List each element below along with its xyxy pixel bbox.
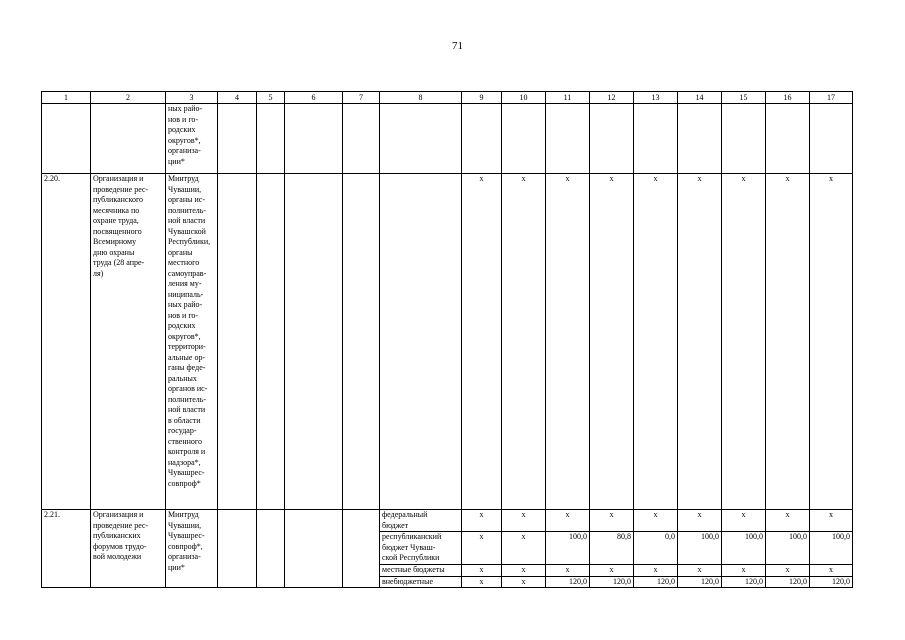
column-header: 10 <box>502 92 546 104</box>
value-cell: х <box>590 174 634 510</box>
program-table <box>41 91 853 588</box>
page-number: 71 <box>452 40 463 52</box>
executors-cell: Минтруд Чувашии, органы ис- полнитель- ной власти Чувашской Республики, органы местного самоуправ- ления му- ниципаль- ных райо- нов и го- родских округов*, территори- альные ор- ганы феде- ральных органов ис- полнитель- ной власти в области государ- ственного контроля и надзора*, Чувашрес- совпроф* <box>168 174 211 488</box>
value-cell: х <box>766 174 810 510</box>
value-cell: 100,0 <box>722 532 766 565</box>
table-row <box>42 174 853 510</box>
column-header: 9 <box>462 92 502 104</box>
column-header: 16 <box>766 92 810 104</box>
value-cell: 0,0 <box>634 532 678 565</box>
value-cell: х <box>810 174 853 510</box>
column-header-row <box>42 92 853 104</box>
column-header: 13 <box>634 92 678 104</box>
value-cell: х <box>590 510 634 532</box>
value-cell: х <box>502 565 546 577</box>
value-cell: 100,0 <box>810 532 853 565</box>
value-cell: х <box>634 174 678 510</box>
funding-source: федеральный бюджет <box>382 510 428 530</box>
value-cell: х <box>590 565 634 577</box>
table-row <box>42 510 853 532</box>
value-cell: х <box>766 565 810 577</box>
continuation-row <box>42 104 853 174</box>
value-cell: х <box>722 510 766 532</box>
value-cell: х <box>678 174 722 510</box>
value-cell: 100,0 <box>766 532 810 565</box>
column-header: 4 <box>218 92 257 104</box>
column-header: 1 <box>42 92 91 104</box>
column-header: 2 <box>91 92 166 104</box>
value-cell: х <box>502 174 546 510</box>
value-cell: х <box>462 174 502 510</box>
value-cell: х <box>810 510 853 532</box>
funding-source: внебюджетные <box>382 576 433 586</box>
executors-cell: ных райо- нов и го- родских округов*, организа- ции* <box>168 104 203 166</box>
column-header: 5 <box>257 92 285 104</box>
value-cell: 120,0 <box>590 576 634 588</box>
funding-source: республиканский бюджет Чуваш- ской Республики <box>382 532 442 562</box>
activity-name: Организация и проведение рес- публиканского месячника по охране труда, посвященного Всемирному дню охраны труда (28 апре- ля) <box>93 174 149 278</box>
funding-source: местные бюджеты <box>382 565 445 574</box>
row-number: 2.20. <box>42 174 91 510</box>
value-cell: 120,0 <box>722 576 766 588</box>
column-header: 17 <box>810 92 853 104</box>
value-cell: 120,0 <box>766 576 810 588</box>
value-cell: х <box>462 576 502 588</box>
value-cell: 80,8 <box>590 532 634 565</box>
value-cell: х <box>502 576 546 588</box>
column-header: 8 <box>380 92 462 104</box>
value-cell: 120,0 <box>678 576 722 588</box>
value-cell: х <box>766 510 810 532</box>
column-header: 11 <box>546 92 590 104</box>
value-cell: 120,0 <box>546 576 590 588</box>
value-cell: х <box>502 510 546 532</box>
value-cell: х <box>810 565 853 577</box>
value-cell: х <box>722 174 766 510</box>
value-cell: х <box>462 532 502 565</box>
value-cell: х <box>546 510 590 532</box>
value-cell: х <box>502 532 546 565</box>
value-cell: х <box>722 565 766 577</box>
value-cell: х <box>634 510 678 532</box>
column-header: 12 <box>590 92 634 104</box>
value-cell: х <box>678 565 722 577</box>
value-cell: 100,0 <box>678 532 722 565</box>
row-number: 2.21. <box>42 510 91 588</box>
activity-name: Организация и проведение рес- публиканских форумов трудо- вой молодежи <box>93 510 149 561</box>
value-cell: х <box>462 510 502 532</box>
value-cell: х <box>546 174 590 510</box>
column-header: 3 <box>166 92 218 104</box>
executors-cell: Минтруд Чувашии, Чувашрес- совпроф*, организа- ции* <box>168 510 205 572</box>
value-cell: 120,0 <box>810 576 853 588</box>
value-cell: х <box>462 565 502 577</box>
value-cell: 120,0 <box>634 576 678 588</box>
column-header: 7 <box>343 92 380 104</box>
column-header: 6 <box>285 92 343 104</box>
value-cell: х <box>634 565 678 577</box>
value-cell: 100,0 <box>546 532 590 565</box>
value-cell: х <box>546 565 590 577</box>
column-header: 14 <box>678 92 722 104</box>
value-cell: х <box>678 510 722 532</box>
column-header: 15 <box>722 92 766 104</box>
